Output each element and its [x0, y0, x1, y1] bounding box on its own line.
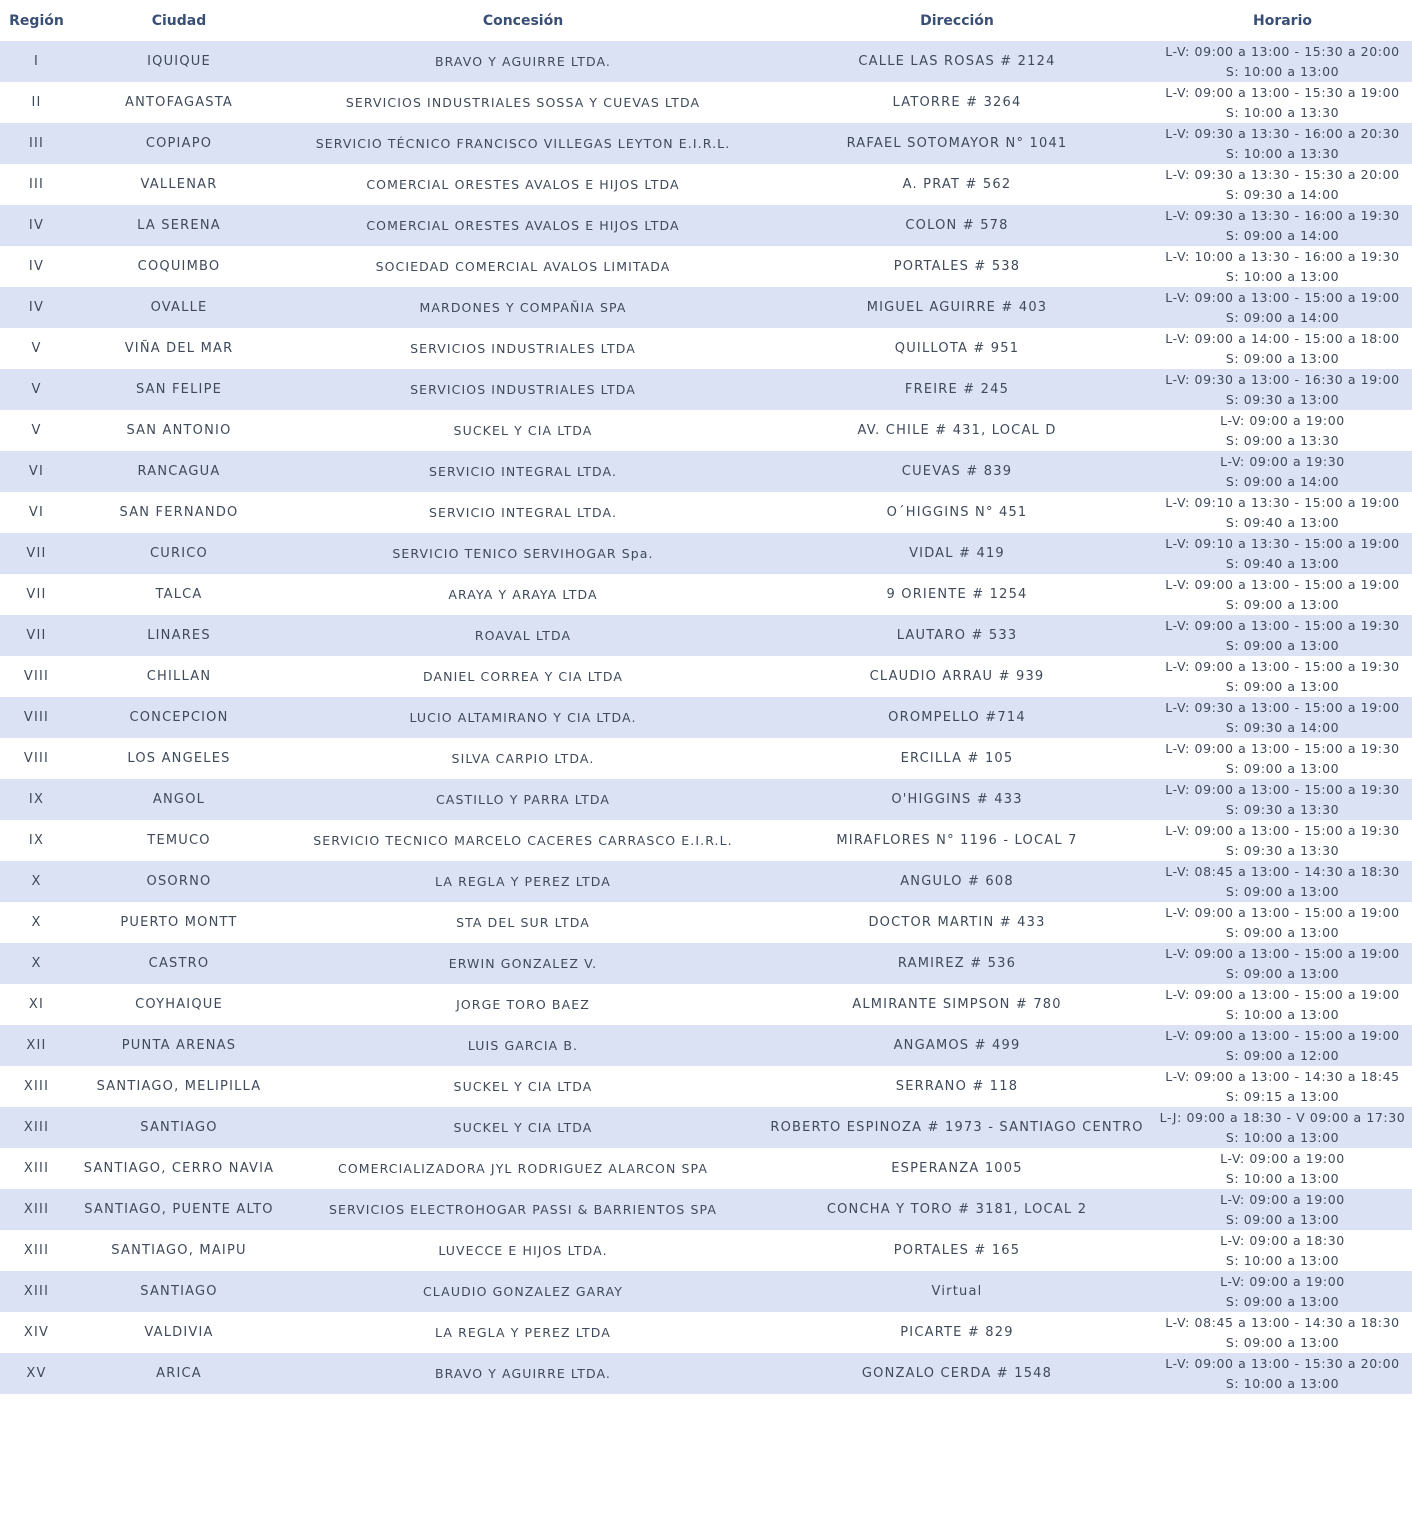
region-cell: XIV — [23, 1325, 50, 1340]
weekday-hours: L-V: 10:00 a 13:30 - 16:00 a 19:30 — [1165, 248, 1400, 264]
city-cell: VALDIVIA — [144, 1325, 214, 1340]
weekday-hours: L-V: 09:00 a 19:30 — [1220, 453, 1345, 469]
weekday-hours: L-V: 09:00 a 13:00 - 15:00 a 19:00 — [1165, 904, 1400, 920]
city-cell: ANGOL — [152, 792, 206, 807]
address-cell: LATORRE # 3264 — [892, 95, 1022, 110]
concession-cell: SUCKEL Y CIA LTDA — [453, 1120, 593, 1135]
address-cell: ALMIRANTE SIMPSON # 780 — [852, 997, 1062, 1012]
city-cell: PUNTA ARENAS — [121, 1038, 237, 1053]
region-cell: IX — [28, 792, 45, 807]
saturday-hours: S: 09:00 a 13:00 — [1225, 350, 1340, 366]
city-cell: CONCEPCION — [129, 710, 229, 725]
saturday-hours: S: 09:00 a 13:00 — [1225, 924, 1340, 940]
hours-cell — [1153, 533, 1412, 574]
header-address: Dirección — [920, 12, 994, 29]
weekday-hours: L-V: 09:30 a 13:30 - 15:30 a 20:00 — [1165, 166, 1400, 182]
header-city: Ciudad — [151, 12, 207, 29]
table-row — [0, 779, 1412, 820]
city-cell: SAN FERNANDO — [119, 505, 239, 520]
city-cell: LOS ANGELES — [127, 751, 231, 766]
saturday-hours: S: 10:00 a 13:30 — [1225, 104, 1340, 120]
table-row — [0, 451, 1412, 492]
region-cell: VI — [28, 464, 45, 479]
address-cell: GONZALO CERDA # 1548 — [861, 1366, 1053, 1381]
hours-cell — [1153, 205, 1412, 246]
region-cell: V — [31, 382, 42, 397]
address-cell: COLON # 578 — [905, 218, 1009, 233]
address-cell: ESPERANZA 1005 — [891, 1161, 1023, 1176]
city-cell: PUERTO MONTT — [120, 915, 238, 930]
concession-cell: SUCKEL Y CIA LTDA — [453, 423, 593, 438]
concession-cell: CLAUDIO GONZALEZ GARAY — [422, 1284, 624, 1299]
saturday-hours: S: 10:00 a 13:00 — [1225, 1129, 1340, 1145]
hours-cell — [1153, 984, 1412, 1025]
address-cell: PORTALES # 538 — [893, 259, 1021, 274]
table-row — [0, 1353, 1412, 1394]
saturday-hours: S: 10:00 a 13:00 — [1225, 1252, 1340, 1268]
table-row — [0, 369, 1412, 410]
saturday-hours: S: 09:00 a 13:00 — [1225, 760, 1340, 776]
weekday-hours: L-V: 09:00 a 19:00 — [1220, 1191, 1345, 1207]
concession-cell: BRAVO Y AGUIRRE LTDA. — [434, 54, 612, 69]
city-cell: ARICA — [156, 1366, 202, 1381]
hours-cell — [1153, 1271, 1412, 1312]
table-row — [0, 1230, 1412, 1271]
weekday-hours: L-V: 09:10 a 13:30 - 15:00 a 19:00 — [1165, 494, 1400, 510]
concession-cell: COMERCIALIZADORA JYL RODRIGUEZ ALARCON SPA — [338, 1161, 708, 1176]
region-cell: II — [31, 95, 42, 110]
header-concession: Concesión — [482, 12, 564, 29]
hours-cell — [1153, 1312, 1412, 1353]
saturday-hours: S: 09:00 a 13:00 — [1225, 1293, 1340, 1309]
weekday-hours: L-V: 09:00 a 13:00 - 15:00 a 19:30 — [1165, 617, 1400, 633]
concession-cell: SERVICIO TENICO SERVIHOGAR Spa. — [392, 546, 654, 561]
region-cell: XIII — [23, 1284, 50, 1299]
table-row — [0, 1271, 1412, 1312]
region-cell: IV — [28, 300, 45, 315]
saturday-hours: S: 09:30 a 14:00 — [1225, 719, 1340, 735]
address-cell: DOCTOR MARTIN # 433 — [868, 915, 1046, 930]
city-cell: OVALLE — [150, 300, 208, 315]
saturday-hours: S: 09:15 a 13:00 — [1225, 1088, 1340, 1104]
region-cell: VII — [26, 628, 47, 643]
saturday-hours: S: 09:00 a 13:00 — [1225, 637, 1340, 653]
hours-cell — [1153, 287, 1412, 328]
table-row — [0, 738, 1412, 779]
table-row — [0, 697, 1412, 738]
weekday-hours: L-V: 09:00 a 13:00 - 15:00 a 19:30 — [1165, 740, 1400, 756]
city-cell: RANCAGUA — [137, 464, 221, 479]
saturday-hours: S: 09:00 a 13:00 — [1225, 965, 1340, 981]
hours-cell — [1153, 615, 1412, 656]
region-cell: X — [31, 915, 42, 930]
region-cell: XI — [28, 997, 45, 1012]
city-cell: IQUIQUE — [147, 54, 211, 69]
table-row — [0, 328, 1412, 369]
address-cell: VIDAL # 419 — [909, 546, 1005, 561]
concession-cell: COMERCIAL ORESTES AVALOS E HIJOS LTDA — [366, 218, 680, 233]
weekday-hours: L-V: 09:00 a 13:00 - 15:00 a 19:00 — [1165, 945, 1400, 961]
table-row — [0, 1107, 1412, 1148]
saturday-hours: S: 09:00 a 12:00 — [1225, 1047, 1340, 1063]
concession-cell: ERWIN GONZALEZ V. — [448, 956, 598, 971]
region-cell: IX — [28, 833, 45, 848]
city-cell: TALCA — [155, 587, 203, 602]
city-cell: LA SERENA — [137, 218, 221, 233]
concession-cell: STA DEL SUR LTDA — [456, 915, 590, 930]
city-cell: CURICO — [150, 546, 208, 561]
address-cell: RAMIREZ # 536 — [897, 956, 1017, 971]
table-row — [0, 574, 1412, 615]
saturday-hours: S: 09:00 a 14:00 — [1225, 309, 1340, 325]
saturday-hours: S: 09:00 a 14:00 — [1225, 227, 1340, 243]
table-row — [0, 533, 1412, 574]
address-cell: ROBERTO ESPINOZA # 1973 - SANTIAGO CENTRO — [770, 1120, 1144, 1135]
concession-cell: ROAVAL LTDA — [474, 628, 572, 643]
city-cell: SANTIAGO, PUENTE ALTO — [84, 1202, 274, 1217]
hours-cell — [1153, 82, 1412, 123]
table-row — [0, 287, 1412, 328]
saturday-hours: S: 09:40 a 13:00 — [1225, 514, 1340, 530]
region-cell: IV — [28, 259, 45, 274]
region-cell: III — [28, 136, 45, 151]
address-cell: O'HIGGINS # 433 — [891, 792, 1023, 807]
concession-cell: SERVICIO TECNICO MARCELO CACERES CARRASCO E.I.R.L. — [313, 833, 733, 848]
address-cell: CUEVAS # 839 — [901, 464, 1013, 479]
concession-cell: LUIS GARCIA B. — [467, 1038, 579, 1053]
region-cell: XIII — [23, 1120, 50, 1135]
address-cell: O´HIGGINS N° 451 — [886, 505, 1028, 520]
saturday-hours: S: 09:40 a 13:00 — [1225, 555, 1340, 571]
saturday-hours: S: 09:30 a 14:00 — [1225, 186, 1340, 202]
hours-cell — [1153, 492, 1412, 533]
table-header — [0, 0, 1412, 41]
concession-cell: SERVICIOS INDUSTRIALES LTDA — [410, 382, 636, 397]
address-cell: MIGUEL AGUIRRE # 403 — [866, 300, 1048, 315]
hours-cell — [1153, 123, 1412, 164]
hours-cell — [1153, 820, 1412, 861]
hours-cell — [1153, 369, 1412, 410]
weekday-hours: L-V: 09:30 a 13:00 - 16:30 a 19:00 — [1165, 371, 1400, 387]
weekday-hours: L-V: 09:00 a 19:00 — [1220, 1150, 1345, 1166]
header-row — [0, 0, 1412, 41]
region-cell: XII — [26, 1038, 47, 1053]
city-cell: LINARES — [147, 628, 211, 643]
table-row — [0, 205, 1412, 246]
table-row — [0, 984, 1412, 1025]
city-cell: SANTIAGO, CERRO NAVIA — [83, 1161, 275, 1176]
table-row — [0, 861, 1412, 902]
concession-cell: CASTILLO Y PARRA LTDA — [435, 792, 611, 807]
saturday-hours: S: 10:00 a 13:30 — [1225, 145, 1340, 161]
saturday-hours: S: 09:00 a 13:00 — [1225, 883, 1340, 899]
header-hours: Horario — [1252, 12, 1312, 29]
concession-cell: JORGE TORO BAEZ — [456, 997, 590, 1012]
table-row — [0, 410, 1412, 451]
region-cell: VII — [26, 587, 47, 602]
saturday-hours: S: 10:00 a 13:00 — [1225, 63, 1340, 79]
region-cell: V — [31, 423, 42, 438]
table-row — [0, 1148, 1412, 1189]
concession-cell: SERVICIOS INDUSTRIALES LTDA — [410, 341, 636, 356]
table-row — [0, 492, 1412, 533]
hours-cell — [1153, 1230, 1412, 1271]
region-cell: XIII — [23, 1079, 50, 1094]
concession-cell: SERVICIOS INDUSTRIALES SOSSA Y CUEVAS LTDA — [345, 95, 701, 110]
hours-cell — [1153, 697, 1412, 738]
saturday-hours: S: 09:30 a 13:30 — [1225, 842, 1340, 858]
region-cell: XIII — [23, 1243, 50, 1258]
weekday-hours: L-V: 09:00 a 13:00 - 15:00 a 19:00 — [1165, 576, 1400, 592]
table-body — [0, 41, 1412, 1394]
hours-cell — [1153, 1066, 1412, 1107]
hours-cell — [1153, 451, 1412, 492]
city-cell: COQUIMBO — [137, 259, 221, 274]
weekday-hours: L-V: 09:00 a 14:00 - 15:00 a 18:00 — [1165, 330, 1400, 346]
concession-cell: LA REGLA Y PEREZ LTDA — [435, 874, 611, 889]
region-cell: VII — [26, 546, 47, 561]
table-row — [0, 820, 1412, 861]
address-cell: A. PRAT # 562 — [902, 177, 1012, 192]
city-cell: SAN ANTONIO — [126, 423, 232, 438]
address-cell: OROMPELLO #714 — [888, 710, 1026, 725]
concession-cell: DANIEL CORREA Y CIA LTDA — [423, 669, 623, 684]
weekday-hours: L-V: 09:00 a 13:00 - 15:30 a 19:00 — [1165, 84, 1400, 100]
weekday-hours: L-V: 09:00 a 13:00 - 15:30 a 20:00 — [1165, 1355, 1400, 1371]
address-cell: Virtual — [931, 1284, 983, 1299]
hours-cell — [1153, 164, 1412, 205]
weekday-hours: L-V: 09:00 a 13:00 - 15:00 a 19:30 — [1165, 658, 1400, 674]
hours-cell — [1153, 328, 1412, 369]
city-cell: SANTIAGO, MAIPU — [111, 1243, 247, 1258]
concession-cell: SERVICIO TÉCNICO FRANCISCO VILLEGAS LEYTON E.I.R.L. — [315, 136, 731, 151]
address-cell: ANGULO # 608 — [900, 874, 1014, 889]
table-row — [0, 1312, 1412, 1353]
saturday-hours: S: 09:00 a 13:00 — [1225, 596, 1340, 612]
address-cell: PICARTE # 829 — [900, 1325, 1014, 1340]
hours-cell — [1153, 246, 1412, 287]
city-cell: TEMUCO — [147, 833, 211, 848]
table-row — [0, 123, 1412, 164]
address-cell: PORTALES # 165 — [893, 1243, 1021, 1258]
city-cell: SANTIAGO — [140, 1284, 218, 1299]
address-cell: RAFAEL SOTOMAYOR N° 1041 — [846, 136, 1068, 151]
city-cell: SANTIAGO — [140, 1120, 218, 1135]
address-cell: 9 ORIENTE # 1254 — [886, 587, 1028, 602]
weekday-hours: L-V: 09:00 a 18:30 — [1220, 1232, 1345, 1248]
city-cell: CHILLAN — [146, 669, 212, 684]
hours-cell — [1153, 1148, 1412, 1189]
address-cell: MIRAFLORES N° 1196 - LOCAL 7 — [836, 833, 1078, 848]
hours-cell — [1153, 1107, 1412, 1148]
weekday-hours: L-V: 09:00 a 13:00 - 15:00 a 19:30 — [1165, 822, 1400, 838]
city-cell: CASTRO — [148, 956, 210, 971]
header-region: Región — [9, 12, 64, 29]
saturday-hours: S: 09:00 a 14:00 — [1225, 473, 1340, 489]
table-row — [0, 615, 1412, 656]
saturday-hours: S: 09:00 a 13:30 — [1225, 432, 1340, 448]
address-cell: CALLE LAS ROSAS # 2124 — [858, 54, 1056, 69]
hours-cell — [1153, 656, 1412, 697]
weekday-hours: L-V: 09:00 a 13:00 - 14:30 a 18:45 — [1165, 1068, 1400, 1084]
region-cell: X — [31, 874, 42, 889]
address-cell: QUILLOTA # 951 — [894, 341, 1020, 356]
table-row — [0, 1189, 1412, 1230]
address-cell: AV. CHILE # 431, LOCAL D — [857, 423, 1057, 438]
address-cell: SERRANO # 118 — [895, 1079, 1019, 1094]
city-cell: OSORNO — [146, 874, 212, 889]
region-cell: VI — [28, 505, 45, 520]
hours-cell — [1153, 861, 1412, 902]
table-row — [0, 164, 1412, 205]
region-cell: I — [33, 54, 40, 69]
concession-cell: ARAYA Y ARAYA LTDA — [448, 587, 598, 602]
table-row — [0, 82, 1412, 123]
weekday-hours: L-V: 08:45 a 13:00 - 14:30 a 18:30 — [1165, 863, 1400, 879]
concession-cell: SERVICIOS ELECTROHOGAR PASSI & BARRIENTOS SPA — [328, 1202, 718, 1217]
hours-cell — [1153, 943, 1412, 984]
concession-cell: LUCIO ALTAMIRANO Y CIA LTDA. — [409, 710, 637, 725]
hours-cell — [1153, 779, 1412, 820]
address-cell: ERCILLA # 105 — [900, 751, 1014, 766]
hours-cell — [1153, 41, 1412, 82]
city-cell: VALLENAR — [140, 177, 218, 192]
region-cell: VIII — [23, 669, 50, 684]
hours-cell — [1153, 410, 1412, 451]
concession-cell: LUVECCE E HIJOS LTDA. — [438, 1243, 608, 1258]
concession-cell: SERVICIO INTEGRAL LTDA. — [428, 505, 618, 520]
city-cell: VIÑA DEL MAR — [124, 341, 234, 356]
saturday-hours: S: 09:00 a 13:00 — [1225, 1334, 1340, 1350]
concession-cell: LA REGLA Y PEREZ LTDA — [435, 1325, 611, 1340]
city-cell: SAN FELIPE — [135, 382, 223, 397]
saturday-hours: S: 09:30 a 13:30 — [1225, 801, 1340, 817]
region-cell: III — [28, 177, 45, 192]
region-cell: IV — [28, 218, 45, 233]
table-row — [0, 1025, 1412, 1066]
saturday-hours: S: 09:00 a 13:00 — [1225, 678, 1340, 694]
region-cell: VIII — [23, 710, 50, 725]
table-row — [0, 1066, 1412, 1107]
weekday-hours: L-V: 09:10 a 13:30 - 15:00 a 19:00 — [1165, 535, 1400, 551]
saturday-hours: S: 10:00 a 13:00 — [1225, 1375, 1340, 1391]
weekday-hours: L-V: 09:30 a 13:30 - 16:00 a 19:30 — [1165, 207, 1400, 223]
table-row — [0, 656, 1412, 697]
city-cell: SANTIAGO, MELIPILLA — [96, 1079, 262, 1094]
region-cell: XV — [26, 1366, 47, 1381]
hours-cell — [1153, 574, 1412, 615]
concession-cell: COMERCIAL ORESTES AVALOS E HIJOS LTDA — [366, 177, 680, 192]
weekday-hours: L-J: 09:00 a 18:30 - V 09:00 a 17:30 — [1159, 1109, 1406, 1125]
saturday-hours: S: 09:30 a 13:00 — [1225, 391, 1340, 407]
region-cell: X — [31, 956, 42, 971]
weekday-hours: L-V: 09:00 a 13:00 - 15:00 a 19:30 — [1165, 781, 1400, 797]
weekday-hours: L-V: 09:00 a 13:00 - 15:00 a 19:00 — [1165, 986, 1400, 1002]
concession-cell: SUCKEL Y CIA LTDA — [453, 1079, 593, 1094]
address-cell: CLAUDIO ARRAU # 939 — [869, 669, 1045, 684]
region-cell: VIII — [23, 751, 50, 766]
table-row — [0, 246, 1412, 287]
weekday-hours: L-V: 09:30 a 13:00 - 15:00 a 19:00 — [1165, 699, 1400, 715]
concession-cell: MARDONES Y COMPAÑIA SPA — [419, 300, 627, 315]
address-cell: FREIRE # 245 — [904, 382, 1010, 397]
address-cell: LAUTARO # 533 — [896, 628, 1018, 643]
saturday-hours: S: 10:00 a 13:00 — [1225, 1170, 1340, 1186]
region-cell: V — [31, 341, 42, 356]
weekday-hours: L-V: 09:00 a 13:00 - 15:00 a 19:00 — [1165, 289, 1400, 305]
weekday-hours: L-V: 09:00 a 19:00 — [1220, 412, 1345, 428]
table-row — [0, 41, 1412, 82]
saturday-hours: S: 10:00 a 13:00 — [1225, 268, 1340, 284]
hours-cell — [1153, 902, 1412, 943]
city-cell: COPIAPO — [145, 136, 213, 151]
concession-cell: SILVA CARPIO LTDA. — [451, 751, 595, 766]
weekday-hours: L-V: 08:45 a 13:00 - 14:30 a 18:30 — [1165, 1314, 1400, 1330]
hours-cell — [1153, 1353, 1412, 1394]
concession-cell: BRAVO Y AGUIRRE LTDA. — [434, 1366, 612, 1381]
weekday-hours: L-V: 09:00 a 13:00 - 15:00 a 19:00 — [1165, 1027, 1400, 1043]
region-cell: XIII — [23, 1202, 50, 1217]
hours-cell — [1153, 738, 1412, 779]
weekday-hours: L-V: 09:00 a 13:00 - 15:30 a 20:00 — [1165, 43, 1400, 59]
weekday-hours: L-V: 09:30 a 13:30 - 16:00 a 20:30 — [1165, 125, 1400, 141]
table-row — [0, 902, 1412, 943]
saturday-hours: S: 09:00 a 13:00 — [1225, 1211, 1340, 1227]
concession-cell: SOCIEDAD COMERCIAL AVALOS LIMITADA — [375, 259, 671, 274]
concession-cell: SERVICIO INTEGRAL LTDA. — [428, 464, 618, 479]
weekday-hours: L-V: 09:00 a 19:00 — [1220, 1273, 1345, 1289]
hours-cell — [1153, 1025, 1412, 1066]
address-cell: CONCHA Y TORO # 3181, LOCAL 2 — [826, 1202, 1088, 1217]
table-row — [0, 943, 1412, 984]
city-cell: COYHAIQUE — [135, 997, 223, 1012]
hours-cell — [1153, 1189, 1412, 1230]
region-cell: XIII — [23, 1161, 50, 1176]
saturday-hours: S: 10:00 a 13:00 — [1225, 1006, 1340, 1022]
address-cell: ANGAMOS # 499 — [893, 1038, 1021, 1053]
city-cell: ANTOFAGASTA — [125, 95, 233, 110]
